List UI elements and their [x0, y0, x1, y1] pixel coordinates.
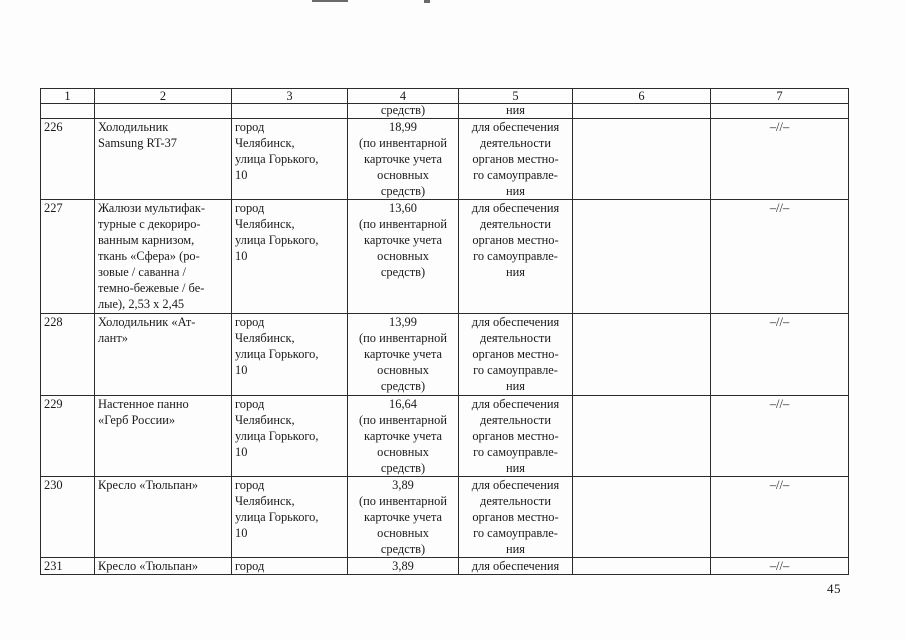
cell-address: город Челябинск, улица Горького, 10	[232, 314, 348, 396]
cell-purpose: для обеспечения деятельности органов местно- го самоуправле- ния	[459, 314, 573, 396]
cell-note	[573, 200, 711, 314]
cell-note	[573, 104, 711, 119]
cell-number: 228	[41, 314, 95, 396]
cell-cost: 13,99 (по инвентарной карточке учета основных средств)	[348, 314, 459, 396]
cell-ditto: –//–	[711, 314, 849, 396]
cell-address: город Челябинск, улица Горького, 10	[232, 200, 348, 314]
cell-address: город Челябинск, улица Горького, 10	[232, 396, 348, 477]
cell-address	[232, 104, 348, 119]
column-header: 6	[573, 89, 711, 104]
cell-note	[573, 396, 711, 477]
cell-purpose: для обеспечения деятельности органов местно- го самоуправле- ния	[459, 200, 573, 314]
cell-address: город Челябинск, улица Горького, 10	[232, 477, 348, 558]
cell-note	[573, 558, 711, 575]
column-header: 4	[348, 89, 459, 104]
table-row	[41, 119, 849, 200]
table-row	[41, 396, 849, 477]
table-row	[41, 558, 849, 575]
cell-note	[573, 119, 711, 200]
cell-cost: 3,89	[348, 558, 459, 575]
cell-number: 227	[41, 200, 95, 314]
scan-artifact-mark	[424, 0, 430, 3]
table-row	[41, 200, 849, 314]
cell-note	[573, 477, 711, 558]
cell-item-name: Жалюзи мультифак- турные с декориро- ванным карнизом, ткань «Сфера» (ро- зовые / саванна / темно-бежевые / бе- лые), 2,53 х 2,45	[95, 200, 232, 314]
cell-item-name	[95, 104, 232, 119]
column-header: 2	[95, 89, 232, 104]
cell-ditto: –//–	[711, 558, 849, 575]
cell-purpose: для обеспечения деятельности органов местно- го самоуправле- ния	[459, 396, 573, 477]
cell-item-name: Настенное панно «Герб России»	[95, 396, 232, 477]
cell-purpose: ния	[459, 104, 573, 119]
cell-cost: средств)	[348, 104, 459, 119]
cell-cost: 13,60 (по инвентарной карточке учета основных средств)	[348, 200, 459, 314]
cell-item-name: Холодильник «Ат- лант»	[95, 314, 232, 396]
page-number: 45	[827, 581, 841, 596]
table-row	[41, 477, 849, 558]
cell-purpose: для обеспечения деятельности органов местно- го самоуправле- ния	[459, 477, 573, 558]
column-header: 5	[459, 89, 573, 104]
cell-item-name: Кресло «Тюльпан»	[95, 477, 232, 558]
cell-ditto: –//–	[711, 119, 849, 200]
column-header: 1	[41, 89, 95, 104]
cell-number: 230	[41, 477, 95, 558]
cell-cost: 18,99 (по инвентарной карточке учета основных средств)	[348, 119, 459, 200]
cell-address: город	[232, 558, 348, 575]
cell-address: город Челябинск, улица Горького, 10	[232, 119, 348, 200]
cell-number: 226	[41, 119, 95, 200]
cell-number: 231	[41, 558, 95, 575]
column-header: 7	[711, 89, 849, 104]
cell-ditto: –//–	[711, 396, 849, 477]
cell-purpose: для обеспечения деятельности органов местно- го самоуправле- ния	[459, 119, 573, 200]
property-registry-table	[40, 88, 849, 575]
cell-ditto	[711, 104, 849, 119]
cell-cost: 3,89 (по инвентарной карточке учета основных средств)	[348, 477, 459, 558]
cell-ditto: –//–	[711, 200, 849, 314]
scan-artifact-mark	[312, 0, 348, 2]
cell-purpose: для обеспечения	[459, 558, 573, 575]
column-header: 3	[232, 89, 348, 104]
continuation-row	[41, 104, 849, 119]
cell-item-name: Холодильник Samsung RT-37	[95, 119, 232, 200]
cell-number	[41, 104, 95, 119]
cell-ditto: –//–	[711, 477, 849, 558]
cell-note	[573, 314, 711, 396]
table-row	[41, 314, 849, 396]
cell-number: 229	[41, 396, 95, 477]
column-number-header	[41, 89, 849, 104]
cell-cost: 16,64 (по инвентарной карточке учета основных средств)	[348, 396, 459, 477]
cell-item-name: Кресло «Тюльпан»	[95, 558, 232, 575]
